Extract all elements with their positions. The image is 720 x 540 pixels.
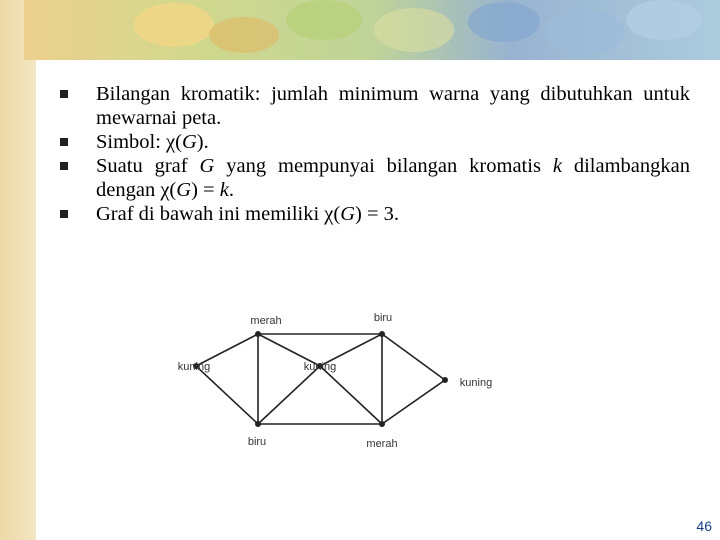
graph-node-label-B: merah [250, 315, 282, 327]
bullet-text-run: G [176, 179, 192, 201]
bullet-text-run: Bilangan kromatik: jumlah minimum warna yang dibutuhkan untuk mewarnai peta. [96, 83, 690, 129]
graph-node-B [255, 331, 261, 337]
graph-node-G [442, 377, 448, 383]
graph-node-label-F: merah [366, 438, 398, 450]
bullet-text-run: . [228, 179, 234, 201]
bullet-text-run: G [340, 203, 356, 225]
graph-edge-E-G [382, 334, 445, 380]
graph-node-label-D: biru [247, 436, 267, 448]
graph-edge-A-D [196, 366, 258, 424]
graph-node-F [379, 421, 385, 427]
bullet-text-run: k [552, 155, 562, 177]
bullet-text-run: ). [196, 131, 209, 153]
graph-edge-F-G [382, 380, 445, 424]
bullet-text-run: Suatu graf [96, 155, 200, 177]
bullet-text-run: Simbol: χ( [96, 131, 182, 153]
bullet-text-run: G [181, 131, 197, 153]
graph-node-label-G: kuning [459, 377, 493, 389]
bullet-text-run: ) = [191, 179, 220, 201]
bullet-text-run: dilambangkan dengan χ( [96, 155, 690, 201]
graph-node-label-A: kuning [177, 361, 211, 373]
graph-node-label-E: biru [373, 312, 393, 324]
graph-node-E [379, 331, 385, 337]
bullet-text-run: yang mempunyai bilangan kromatis [214, 155, 553, 177]
bullet-text-run: Graf di bawah ini memiliki χ( [96, 203, 341, 225]
graph-node-label-C: kuning [303, 361, 337, 373]
graph-node-D [255, 421, 261, 427]
page-number: 46 [696, 518, 712, 534]
graph-edge-C-D [258, 366, 320, 424]
bullet-text-run: k [219, 179, 229, 201]
graph-edge-C-F [320, 366, 382, 424]
bullet-text-run: G [199, 155, 215, 177]
bullet-text-run: ) = 3. [355, 203, 400, 225]
